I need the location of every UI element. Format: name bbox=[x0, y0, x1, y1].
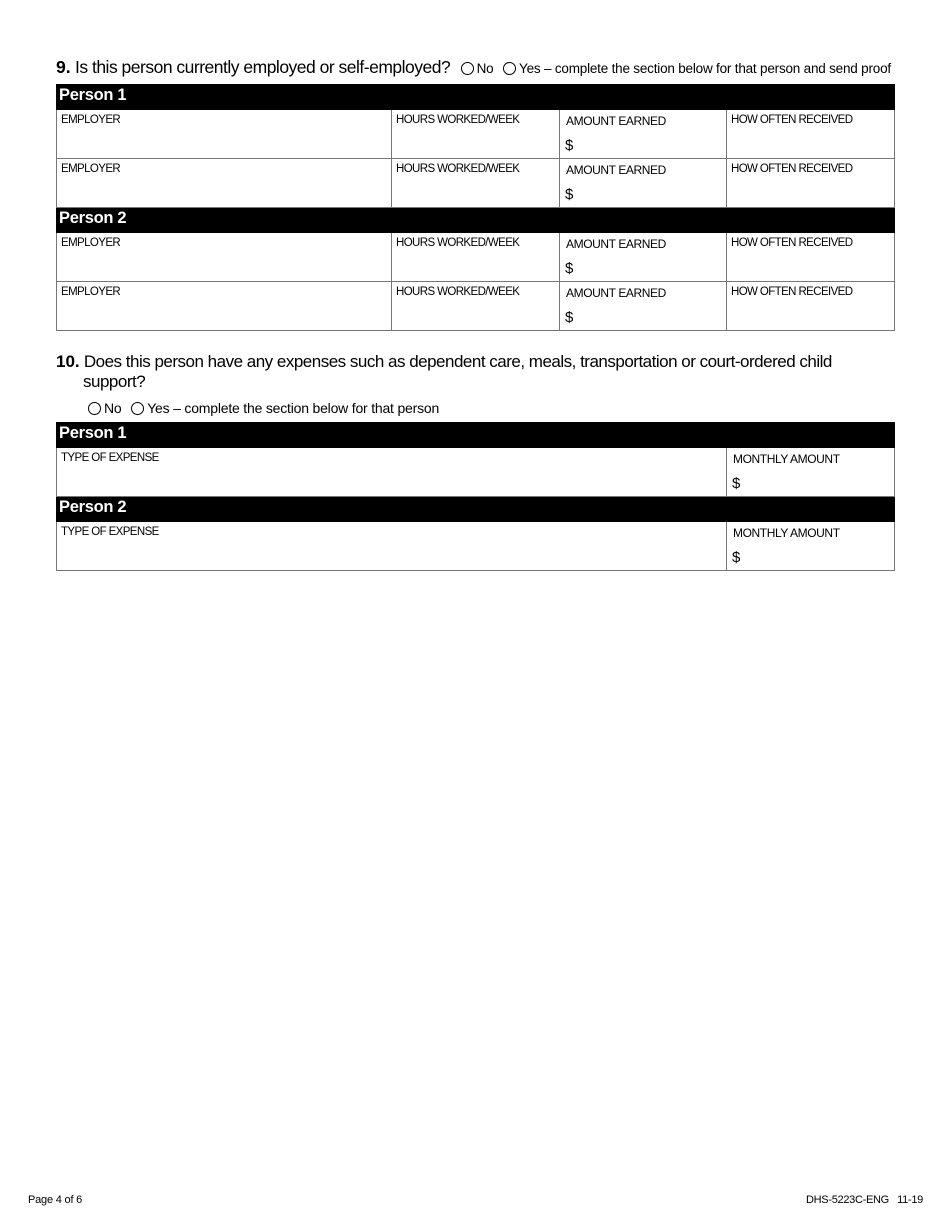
page-number: Page 4 of 6 bbox=[28, 1194, 83, 1206]
employer-field[interactable] bbox=[57, 282, 392, 331]
amount-label: AMOUNT EARNED bbox=[566, 286, 666, 300]
q9-no-label: No bbox=[476, 61, 494, 76]
monthly-amount-label: MONTHLY AMOUNT bbox=[733, 526, 840, 540]
hours-label: HOURS WORKED/WEEK bbox=[396, 286, 520, 298]
question-10 bbox=[56, 352, 856, 392]
q9-yes-label: Yes – complete the section below for that person and send proof bbox=[519, 61, 891, 76]
amount-field[interactable] bbox=[560, 282, 727, 331]
monthly-amount-field[interactable] bbox=[727, 448, 895, 497]
employment-row bbox=[57, 233, 895, 282]
employer-label: EMPLOYER bbox=[61, 114, 121, 126]
expense-type-field[interactable] bbox=[57, 522, 727, 571]
monthly-amount-field[interactable] bbox=[727, 522, 895, 571]
person-2-header: Person 2 bbox=[57, 208, 895, 233]
expense-type-field[interactable] bbox=[57, 448, 727, 497]
expense-person-1-header: Person 1 bbox=[57, 423, 895, 448]
expense-row bbox=[57, 448, 895, 497]
hours-field[interactable] bbox=[392, 282, 560, 331]
employer-field[interactable] bbox=[57, 159, 392, 208]
employment-row bbox=[57, 159, 895, 208]
amount-label: AMOUNT EARNED bbox=[566, 237, 666, 251]
expense-person-2-header: Person 2 bbox=[57, 497, 895, 522]
currency-symbol: $ bbox=[732, 549, 741, 566]
how-often-field[interactable] bbox=[727, 282, 895, 331]
employer-label: EMPLOYER bbox=[61, 237, 121, 249]
person-1-header: Person 1 bbox=[57, 85, 895, 110]
question-10-options bbox=[88, 400, 439, 416]
question-9 bbox=[56, 57, 891, 78]
question-10-number: 10. bbox=[56, 352, 80, 371]
how-often-label: HOW OFTEN RECEIVED bbox=[731, 286, 853, 298]
how-often-field[interactable] bbox=[727, 233, 895, 282]
q10-no-label: No bbox=[104, 400, 122, 416]
question-10-text-line2: support? bbox=[83, 372, 146, 391]
currency-symbol: $ bbox=[732, 475, 741, 492]
q10-no-radio[interactable] bbox=[88, 402, 101, 415]
amount-label: AMOUNT EARNED bbox=[566, 163, 666, 177]
employer-field[interactable] bbox=[57, 233, 392, 282]
monthly-amount-label: MONTHLY AMOUNT bbox=[733, 452, 840, 466]
amount-label: AMOUNT EARNED bbox=[566, 114, 666, 128]
expense-row bbox=[57, 522, 895, 571]
how-often-label: HOW OFTEN RECEIVED bbox=[731, 163, 853, 175]
hours-field[interactable] bbox=[392, 159, 560, 208]
q10-yes-radio[interactable] bbox=[131, 402, 144, 415]
amount-field[interactable] bbox=[560, 110, 727, 159]
employer-field[interactable] bbox=[57, 110, 392, 159]
how-often-label: HOW OFTEN RECEIVED bbox=[731, 237, 853, 249]
amount-field[interactable] bbox=[560, 233, 727, 282]
form-id: DHS-5223C-ENG 11-19 bbox=[806, 1194, 923, 1206]
currency-symbol: $ bbox=[565, 137, 574, 154]
currency-symbol: $ bbox=[565, 309, 574, 326]
question-9-number: 9. bbox=[56, 57, 71, 77]
hours-field[interactable] bbox=[392, 110, 560, 159]
q9-no-radio[interactable] bbox=[461, 62, 474, 75]
employer-label: EMPLOYER bbox=[61, 163, 121, 175]
how-often-label: HOW OFTEN RECEIVED bbox=[731, 114, 853, 126]
hours-label: HOURS WORKED/WEEK bbox=[396, 237, 520, 249]
expense-type-label: TYPE OF EXPENSE bbox=[61, 526, 159, 538]
q9-yes-radio[interactable] bbox=[503, 62, 516, 75]
employment-row bbox=[57, 282, 895, 331]
amount-field[interactable] bbox=[560, 159, 727, 208]
hours-label: HOURS WORKED/WEEK bbox=[396, 163, 520, 175]
expense-type-label: TYPE OF EXPENSE bbox=[61, 452, 159, 464]
hours-field[interactable] bbox=[392, 233, 560, 282]
employer-label: EMPLOYER bbox=[61, 286, 121, 298]
q10-yes-label: Yes – complete the section below for that person bbox=[147, 400, 440, 416]
expense-table bbox=[56, 422, 895, 571]
question-9-text: Is this person currently employed or self-employed? bbox=[74, 57, 451, 77]
employment-table bbox=[56, 84, 895, 331]
how-often-field[interactable] bbox=[727, 110, 895, 159]
how-often-field[interactable] bbox=[727, 159, 895, 208]
currency-symbol: $ bbox=[565, 186, 574, 203]
question-10-text-line1: Does this person have any expenses such as dependent care, meals, transportation or court-ordered child bbox=[83, 352, 832, 371]
hours-label: HOURS WORKED/WEEK bbox=[396, 114, 520, 126]
currency-symbol: $ bbox=[565, 260, 574, 277]
employment-row bbox=[57, 110, 895, 159]
